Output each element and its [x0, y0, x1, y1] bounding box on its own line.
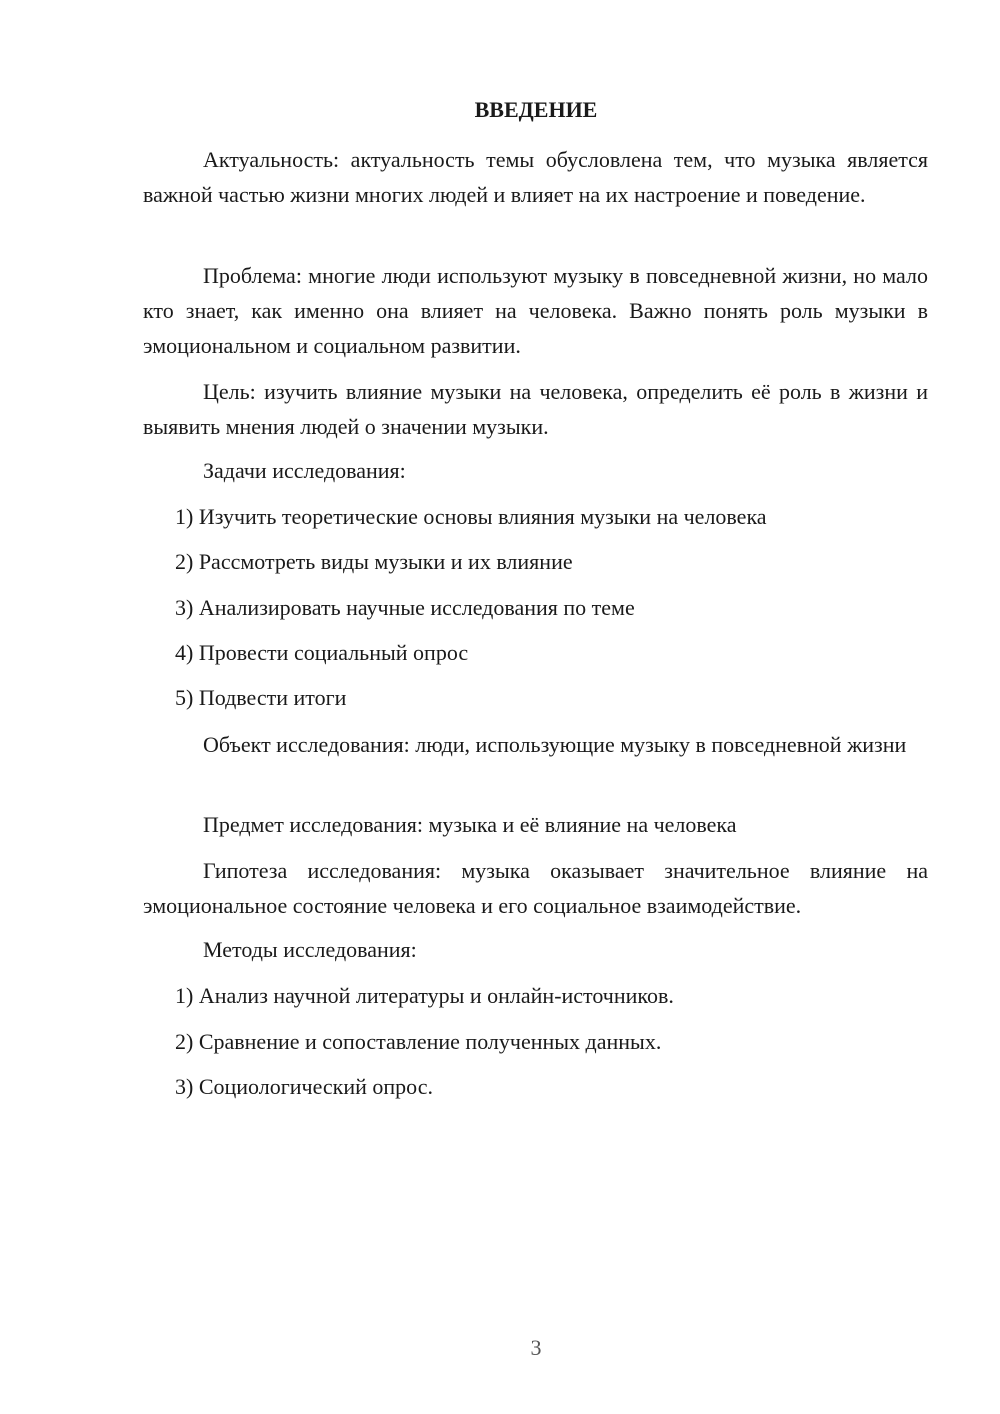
page-number: 3	[530, 1335, 542, 1360]
method-item: 1) Анализ научной литературы и онлайн-источников.	[175, 983, 674, 1008]
section-title: ВВЕДЕНИЕ	[474, 97, 598, 122]
methods-heading: Методы исследования:	[203, 937, 417, 962]
paragraph-relevance: Актуальность: актуальность темы обусловлена тем, что музыка является важной частью жизни многих людей и влияет на их настроение и поведение.	[143, 147, 928, 207]
paragraph-subject: Предмет исследования: музыка и её влияние на человека	[203, 812, 737, 837]
task-item: 5) Подвести итоги	[175, 685, 347, 710]
task-item: 4) Провести социальный опрос	[175, 640, 469, 665]
task-item: 1) Изучить теоретические основы влияния музыки на человека	[175, 504, 767, 529]
method-item: 3) Социологический опрос.	[175, 1074, 433, 1099]
task-item: 3) Анализировать научные исследования по теме	[175, 595, 635, 620]
paragraph-problem: Проблема: многие люди используют музыку в повседневной жизни, но мало кто знает, как именно она влияет на человека. Важно понять роль музыки в эмоциональном и социальном развитии.	[143, 263, 928, 358]
tasks-heading: Задачи исследования:	[203, 458, 406, 483]
paragraph-hypothesis: Гипотеза исследования: музыка оказывает значительное влияние на эмоциональное состояние человека и его социальное взаимодействие.	[143, 858, 928, 918]
paragraph-object: Объект исследования: люди, использующие музыку в повседневной жизни	[203, 732, 907, 757]
task-item: 2) Рассмотреть виды музыки и их влияние	[175, 549, 573, 574]
paragraph-goal: Цель: изучить влияние музыки на человека, определить её роль в жизни и выявить мнения людей о значении музыки.	[143, 379, 928, 439]
method-item: 2) Сравнение и сопоставление полученных данных.	[175, 1029, 662, 1054]
